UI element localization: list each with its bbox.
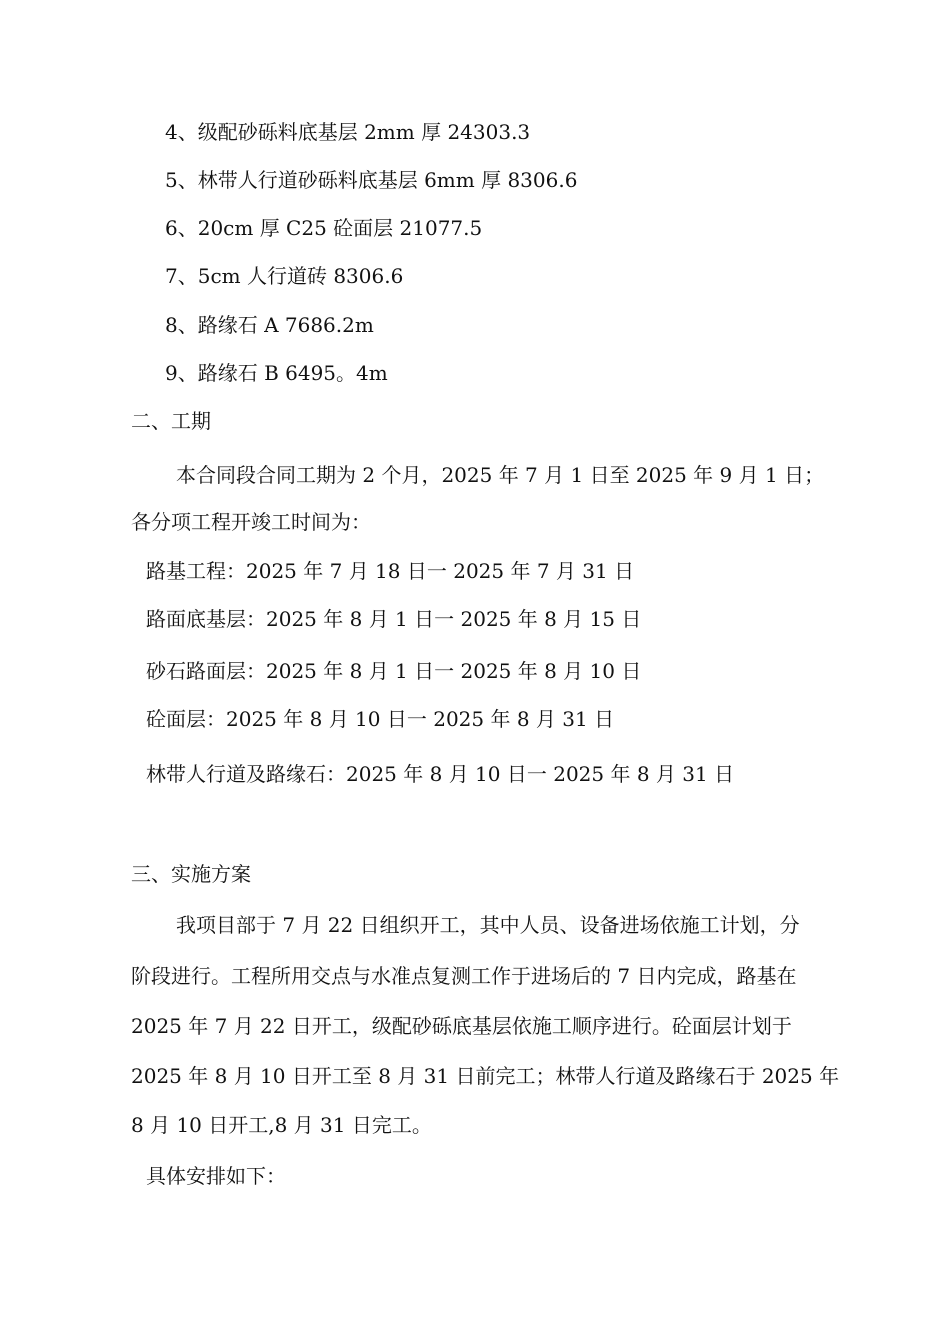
paragraph-line: 各分项工程开竣工时间为： (131, 510, 371, 534)
schedule-item: 路基工程：2025 年 7 月 18 日一 2025 年 7 月 31 日 (146, 559, 635, 583)
schedule-item: 路面底基层：2025 年 8 月 1 日一 2025 年 8 月 15 日 (146, 607, 642, 631)
list-item: 6、20cm 厚 C25 砼面层 21077.5 (165, 216, 483, 240)
paragraph-line: 8 月 10 日开工,8 月 31 日完工。 (131, 1113, 432, 1137)
paragraph-line: 本合同段合同工期为 2 个月，2025 年 7 月 1 日至 2025 年 9 月 1 日； (176, 463, 825, 487)
paragraph-line: 我项目部于 7 月 22 日组织开工，其中人员、设备进场依施工计划，分 (176, 913, 800, 937)
paragraph-line: 阶段进行。工程所用交点与水准点复测工作于进场后的 7 日内完成，路基在 (131, 964, 797, 988)
list-item: 5、林带人行道砂砾料底基层 6mm 厚 8306.6 (165, 168, 578, 192)
paragraph-line: 2025 年 8 月 10 日开工至 8 月 31 日前完工；林带人行道及路缘石于 2025 年 (131, 1064, 840, 1088)
schedule-item: 砂石路面层：2025 年 8 月 1 日一 2025 年 8 月 10 日 (146, 659, 642, 683)
schedule-item: 砼面层：2025 年 8 月 10 日一 2025 年 8 月 31 日 (146, 707, 615, 731)
list-item: 9、路缘石 B 6495。4m (165, 361, 388, 385)
section-heading-plan: 三、实施方案 (131, 862, 251, 886)
list-item: 7、5cm 人行道砖 8306.6 (165, 264, 404, 288)
schedule-item: 林带人行道及路缘石：2025 年 8 月 10 日一 2025 年 8 月 31 日 (146, 762, 735, 786)
paragraph-line: 具体安排如下： (146, 1164, 286, 1188)
section-heading-schedule: 二、工期 (131, 409, 211, 433)
paragraph-line: 2025 年 7 月 22 日开工，级配砂砾底基层依施工顺序进行。砼面层计划于 (131, 1014, 792, 1038)
list-item: 4、级配砂砾料底基层 2mm 厚 24303.3 (165, 120, 531, 144)
list-item: 8、路缘石 A 7686.2m (165, 313, 374, 337)
